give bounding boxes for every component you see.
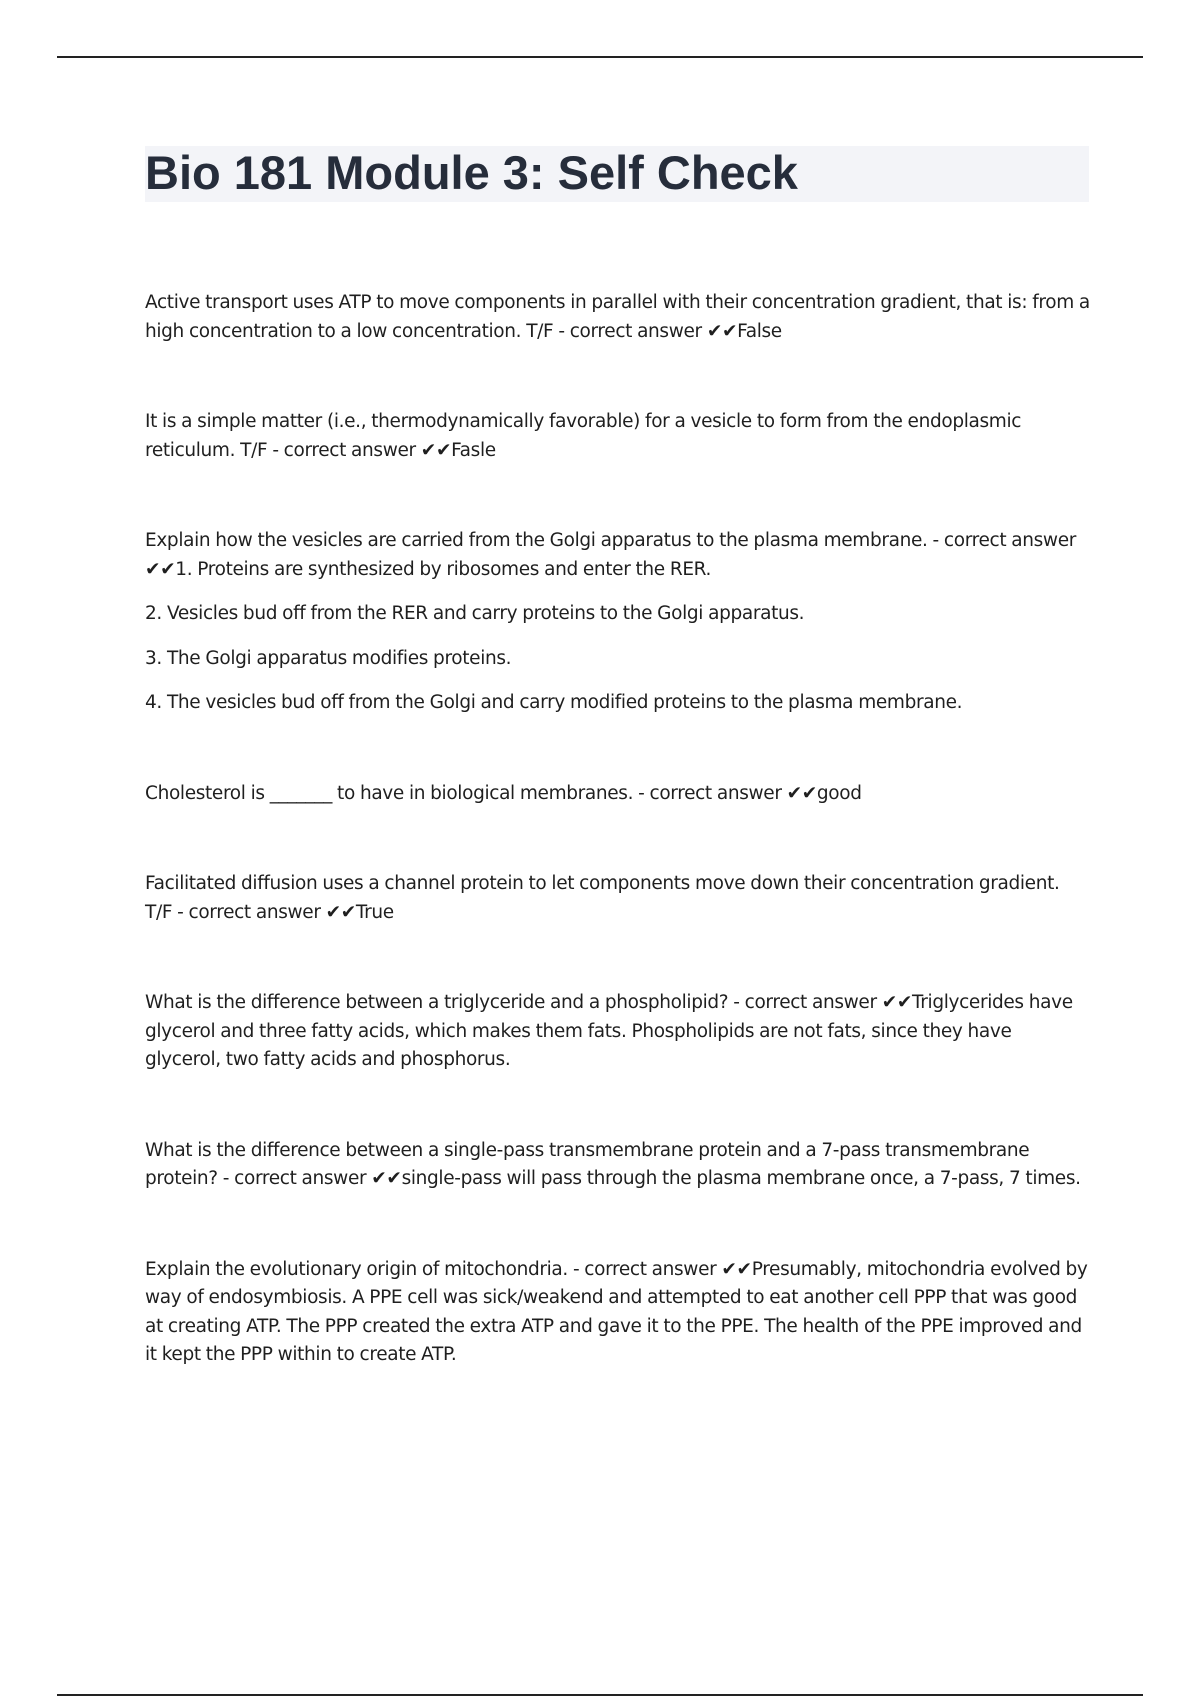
question-item-2 — [145, 408, 1090, 465]
question-item-5 — [145, 870, 1090, 927]
question-item-6 — [145, 989, 1090, 1075]
question-item-4 — [145, 780, 1090, 809]
question-text: Active transport uses ATP to move components in parallel with their concentration gradient, that is: from a high concentration to a low concentration. T/F - correct answer ✔✔False — [145, 292, 1090, 342]
question-list — [145, 289, 1090, 1370]
answer-step-3: 3. The Golgi apparatus modifies proteins. — [145, 647, 512, 669]
document-title: Bio 181 Module 3: Self Check — [145, 146, 798, 199]
question-text: Facilitated diffusion uses a channel protein to let components move down their concentration gradient. T/F - correct answer ✔✔True — [145, 873, 1060, 923]
answer-step-2: 2. Vesicles bud off from the RER and carry proteins to the Golgi apparatus. — [145, 603, 805, 624]
bottom-divider — [57, 1694, 1143, 1696]
question-text: Cholesterol is _______ to have in biological membranes. - correct answer ✔✔good — [145, 782, 862, 804]
question-text: Explain how the vesicles are carried from the Golgi apparatus to the plasma membrane. - correct answer ✔✔1. Proteins are synthesized by ribosomes and enter the RER. — [145, 530, 1076, 580]
question-text: It is a simple matter (i.e., thermodynamically favorable) for a vesicle to form from the endoplasmic reticulum. T/F - correct answer ✔✔Fasle — [145, 411, 1022, 461]
question-item-7 — [145, 1137, 1090, 1194]
question-item-3 — [145, 527, 1090, 718]
question-item-8 — [145, 1256, 1090, 1370]
question-text: Explain the evolutionary origin of mitochondria. - correct answer ✔✔Presumably, mitochondria evolved by way of endosymbiosis. A PPE cell was sick/weakend and attempted to eat another cell PPP that was good at creating ATP. The PPP created the extra ATP and gave it to the PPE. The health of the PPE improved and it kept the PPP within to create ATP. — [145, 1258, 1088, 1365]
answer-step-4: 4. The vesicles bud off from the Golgi and carry modified proteins to the plasma membrane. — [145, 692, 963, 713]
top-divider — [57, 56, 1143, 58]
question-text: What is the difference between a triglyceride and a phospholipid? - correct answer ✔✔Triglycerides have glycerol and three fatty acids, which makes them fats. Phospholipids are not fats, since they have glycerol, two fatty acids and phosphorus. — [145, 992, 1073, 1070]
question-text: What is the difference between a single-pass transmembrane protein and a 7-pass transmembrane protein? - correct answer ✔✔single-pass will pass through the plasma membrane once, a 7-pass, 7 times. — [145, 1139, 1081, 1189]
question-item-1 — [145, 289, 1090, 346]
